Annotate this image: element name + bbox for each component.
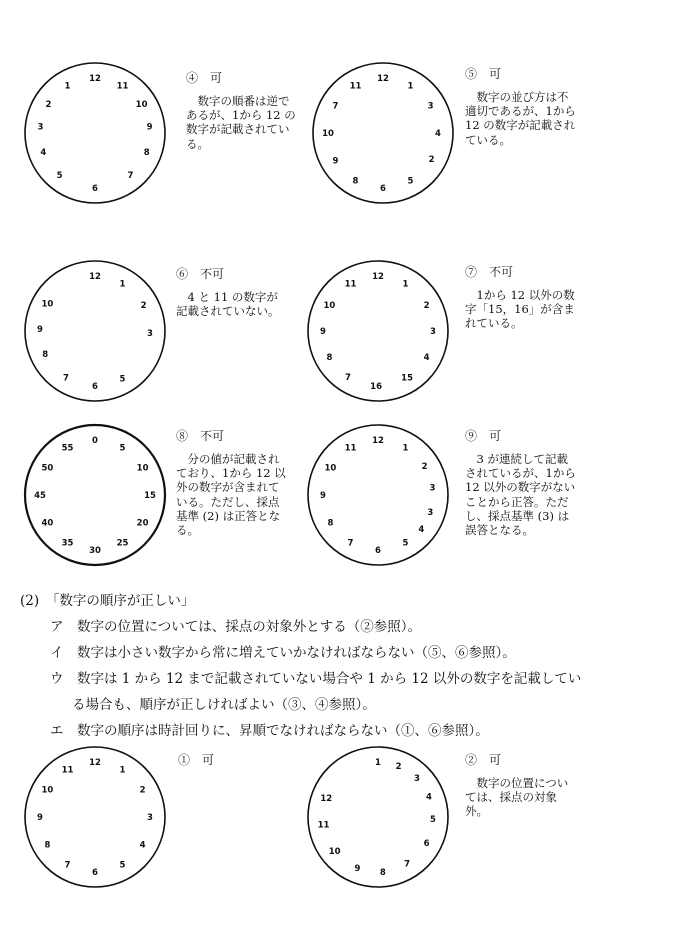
clock-number: 1 xyxy=(64,81,71,92)
clock-1-status: ① 可 xyxy=(178,753,215,767)
clock-9-note: 3 が連続して記載されているが、1から 12 以外の数字がないことから正答。ただし、採点基準 (3) は誤答となる。 xyxy=(465,452,576,538)
clock-face-circle xyxy=(308,261,448,401)
clock-number: 6 xyxy=(380,184,386,194)
clock-number: 2 xyxy=(139,785,146,796)
clock-number: 5 xyxy=(119,860,126,871)
clock-face-circle xyxy=(308,747,448,887)
rule-i: イ 数字は小さい数字から常に増えていかなければならない（⑤、⑥参照）。 xyxy=(50,645,516,661)
clock-number: 5 xyxy=(430,814,436,825)
clock-number: 6 xyxy=(423,838,430,849)
clock-number: 9 xyxy=(320,327,326,337)
section-title: (2) 「数字の順序が正しい」 xyxy=(20,593,195,609)
clock-number: 1 xyxy=(375,758,381,768)
clock-number: 3 xyxy=(37,122,44,133)
clock-number: 4 xyxy=(139,840,146,851)
clock-number: 2 xyxy=(140,301,147,312)
clock-8-status: ⑧ 不可 xyxy=(176,429,225,443)
clock-number: 12 xyxy=(320,794,333,805)
clock-number: 9 xyxy=(332,156,339,167)
clock-number: 6 xyxy=(92,868,98,878)
clock-6-status: ⑥ 不可 xyxy=(176,267,225,281)
clock-face-circle xyxy=(25,747,165,887)
clock-number: 4 xyxy=(40,147,47,158)
clock-number: 40 xyxy=(41,518,54,529)
clock-number: 4 xyxy=(418,524,425,535)
clock-number: 11 xyxy=(344,443,357,454)
clock-number: 5 xyxy=(56,171,63,182)
clock-face-circle xyxy=(25,63,165,203)
clock-number: 10 xyxy=(328,846,341,857)
clock-number: 2 xyxy=(395,762,402,772)
clock-number: 10 xyxy=(322,129,334,139)
clock-number: 8 xyxy=(326,352,333,363)
clock-number: 2 xyxy=(428,154,435,165)
clock-1-caption xyxy=(178,752,290,768)
clock-number: 2 xyxy=(423,301,430,312)
clock-8-caption xyxy=(176,428,288,537)
clock-number: 55 xyxy=(61,443,74,454)
rule-e: エ 数字の順序は時計回りに、昇順でなければならない（①、⑥参照）。 xyxy=(50,723,489,739)
clock-number: 8 xyxy=(143,147,150,158)
clock-number: 7 xyxy=(345,373,351,384)
clock-number: 5 xyxy=(119,374,126,385)
clock-number: 10 xyxy=(136,463,149,474)
clock-number: 3 xyxy=(147,813,153,823)
clock-number: 9 xyxy=(146,122,153,133)
clock-6-note: 4 と 11 の数字が記載されていない。 xyxy=(176,290,280,319)
clock-number: 0 xyxy=(92,436,98,446)
clock-number: 25 xyxy=(116,538,129,549)
clock-4-caption xyxy=(186,70,298,151)
clock-number: 12 xyxy=(372,272,384,282)
clock-number: 12 xyxy=(377,74,389,84)
clock-7 xyxy=(303,256,453,406)
clock-7-note: 1から 12 以外の数字「15，16」が含まれている。 xyxy=(465,288,575,331)
clock-number: 10 xyxy=(135,99,148,110)
clock-number: 50 xyxy=(41,463,54,474)
rule-u: ウ 数字は 1 から 12 まで記載されていない場合や 1 から 12 以外の数字を記載してい xyxy=(50,671,582,687)
clock-number: 1 xyxy=(119,765,126,776)
clock-number: 7 xyxy=(64,860,71,871)
clock-number: 10 xyxy=(41,299,54,310)
clock-7-caption xyxy=(465,264,577,331)
clock-number: 5 xyxy=(407,176,414,187)
clock-number: 3 xyxy=(147,328,153,339)
clock-number: 10 xyxy=(323,301,336,312)
clock-number: 12 xyxy=(89,272,101,282)
clock-9-status: ⑨ 可 xyxy=(465,429,502,443)
clock-number: 9 xyxy=(320,491,326,501)
clock-4 xyxy=(20,58,170,208)
clock-number: 9 xyxy=(37,325,43,336)
clock-number: 10 xyxy=(41,785,54,796)
clock-number: 8 xyxy=(327,518,334,529)
clock-number: 7 xyxy=(347,538,354,549)
clock-4-note: 数字の順番は逆であるが、1から 12 の数字が記載されている。 xyxy=(186,94,296,151)
clock-4-status: ④ 可 xyxy=(186,71,223,85)
clock-number: 3 xyxy=(427,101,434,112)
rule-u-continued: る場合も、順序が正しければよい（③、④参照）。 xyxy=(72,697,376,713)
clock-5-note: 数字の並び方は不適切であるが、1から 12 の数字が記載されている。 xyxy=(465,90,576,147)
clock-number: 11 xyxy=(116,81,129,92)
clock-number: 4 xyxy=(426,792,432,803)
clock-number: 15 xyxy=(401,373,414,384)
clock-number: 6 xyxy=(92,184,98,194)
clock-2-note: 数字の位置については、採点の対象外。 xyxy=(465,776,569,819)
clock-face-circle xyxy=(25,261,165,401)
clock-1 xyxy=(20,742,170,892)
clock-number: 1 xyxy=(402,443,409,454)
clock-face-circle xyxy=(313,63,453,203)
clock-number: 35 xyxy=(61,538,74,549)
clock-number: 5 xyxy=(402,538,409,549)
clock-2 xyxy=(303,742,453,892)
criteria-section xyxy=(20,588,670,744)
rule-a: ア 数字の位置については、採点の対象外とする（②参照）。 xyxy=(50,619,421,635)
clock-number: 9 xyxy=(37,813,43,823)
clock-number: 9 xyxy=(354,864,361,874)
clock-number: 11 xyxy=(317,820,330,831)
clock-number: 8 xyxy=(42,350,49,361)
clock-number: 3 xyxy=(429,483,436,494)
clock-number: 8 xyxy=(352,176,359,187)
clock-8-note: 分の値が記載されており、1から 12 以外の数字が含まれている。ただし、採点基準 (2) は正答となる。 xyxy=(176,452,286,538)
clock-number: 6 xyxy=(92,382,98,392)
clock-number: 15 xyxy=(144,491,156,501)
clock-number: 30 xyxy=(89,546,101,556)
clock-number: 7 xyxy=(127,171,134,182)
clock-8 xyxy=(20,420,170,570)
clock-5-status: ⑤ 可 xyxy=(465,67,502,81)
clock-number: 8 xyxy=(379,867,386,878)
clock-number: 5 xyxy=(119,443,126,454)
clock-number: 3 xyxy=(430,327,436,337)
clock-2-status: ② 可 xyxy=(465,753,502,767)
clock-number: 1 xyxy=(119,279,126,290)
clock-9-caption xyxy=(465,428,577,537)
clock-number: 20 xyxy=(136,518,149,529)
clock-number: 4 xyxy=(423,352,430,363)
clock-number: 12 xyxy=(89,74,101,84)
clock-number: 16 xyxy=(370,382,383,392)
clock-number: 45 xyxy=(34,491,46,501)
clock-number: 1 xyxy=(402,279,409,290)
clock-number: 2 xyxy=(421,461,428,472)
clock-7-status: ⑦ 不可 xyxy=(465,265,514,279)
clock-9 xyxy=(303,420,453,570)
clock-5-caption xyxy=(465,66,577,147)
clock-6 xyxy=(20,256,170,406)
clock-number: 3 xyxy=(427,508,434,518)
clock-number: 11 xyxy=(344,279,357,290)
clock-number: 6 xyxy=(375,546,381,556)
clock-face-circle xyxy=(308,425,448,565)
clock-number: 12 xyxy=(89,758,101,768)
clock-number: 8 xyxy=(44,840,51,851)
clock-5 xyxy=(308,58,458,208)
clock-number: 3 xyxy=(413,774,420,785)
clock-number: 7 xyxy=(332,101,339,112)
clock-number: 11 xyxy=(349,81,362,92)
clock-6-caption xyxy=(176,266,288,318)
clock-number: 7 xyxy=(404,859,411,870)
clock-number: 2 xyxy=(45,99,52,110)
clock-number: 11 xyxy=(61,765,74,776)
clock-number: 10 xyxy=(324,463,337,474)
clock-number: 1 xyxy=(407,81,414,92)
clock-number: 12 xyxy=(372,436,384,446)
clock-2-caption xyxy=(465,752,577,819)
clock-number: 4 xyxy=(435,129,441,139)
clock-number: 7 xyxy=(62,373,69,384)
